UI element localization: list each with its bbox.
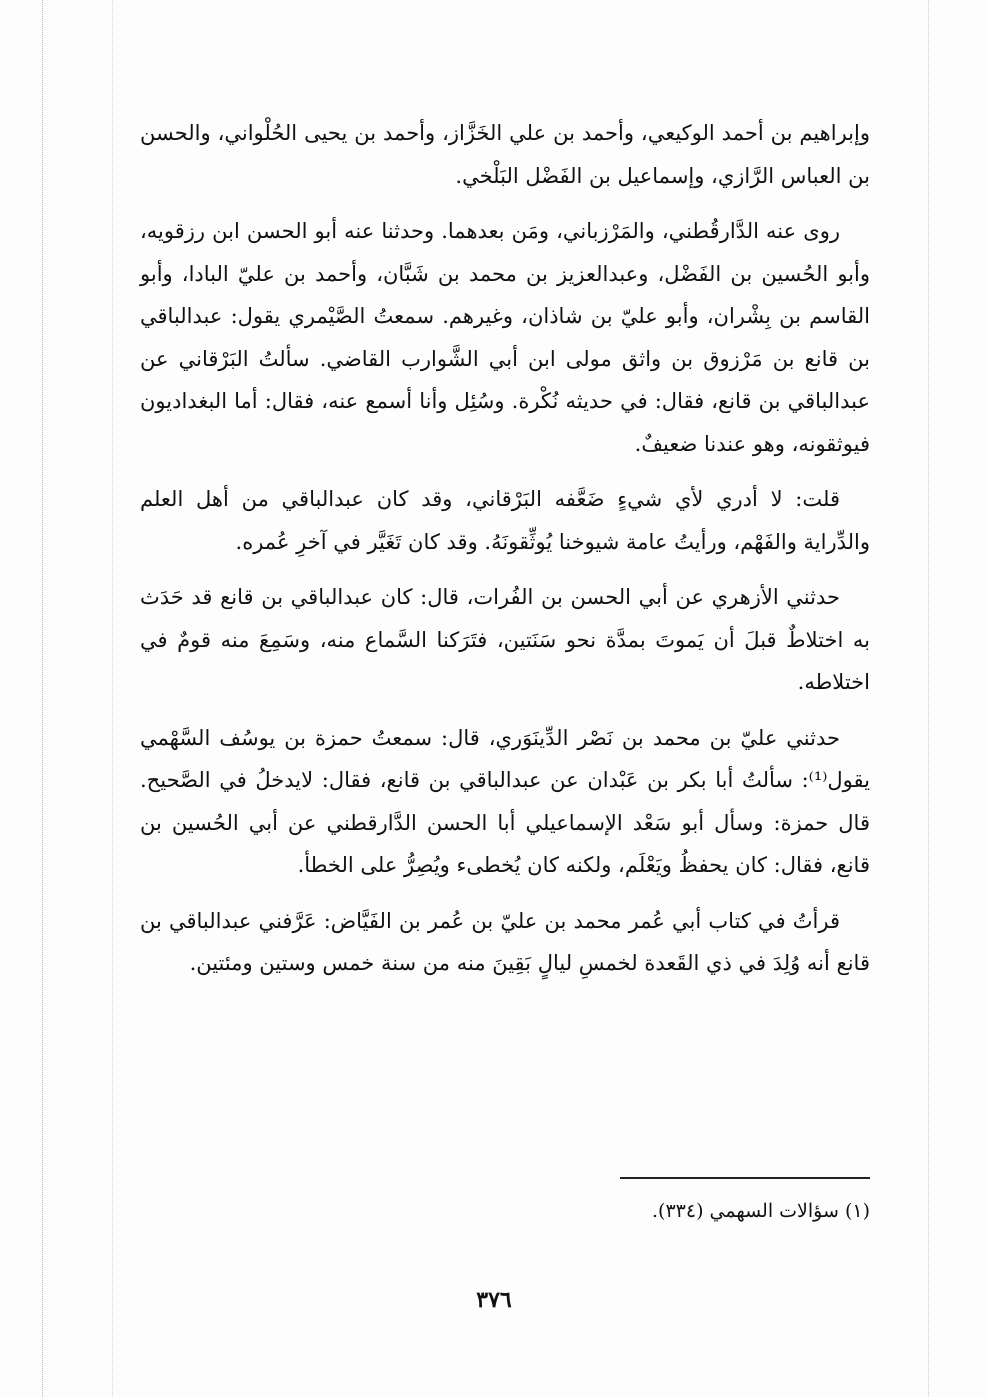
paragraph: وإبراهيم بن أحمد الوكيعي، وأحمد بن علي الخَزَّاز، وأحمد بن يحيى الحُلْواني، والحسن بن العباس الرَّازي، وإسماعيل بن الفَضْل البَلْخي. xyxy=(140,121,870,188)
scan-margin-line xyxy=(42,0,43,1397)
scan-margin-line xyxy=(112,0,113,1397)
paragraph: حدثني عليّ بن محمد بن نَصْر الدِّينَوَري، قال: سمعتُ حمزة بن يوسُف السَّهْمي يقول⁽¹⁾: سألتُ أبا بكر بن عَبْدان عن عبدالباقي بن قانع، فقال: لايدخلُ في الصَّحيح. قال حمزة: وسأل أبو سَعْد الإسماعيلي أبا الحسن الدَّارقطني عن أبي الحُسين بن قانع، فقال: كان يحفظُ ويَعْلَم، ولكنه كان يُخطىء ويُصِرُّ على الخطأ. xyxy=(140,725,870,877)
paragraph: روى عنه الدَّارقُطني، والمَرْزباني، ومَن بعدهما. وحدثنا عنه أبو الحسن ابن رزقويه، وأبو الحُسين بن الفَضْل، وعبدالعزيز بن محمد بن شَبَّان، وأحمد بن عليّ البادا، وأبو القاسم بن بِشْران، وأبو عليّ بن شاذان، وغيرهم. سمعتُ الصَّيْمري يقول: عبدالباقي بن قانع بن مَرْزوق بن واثق مولى ابن أبي الشَّوارب القاضي. سألتُ البَرْقاني عن عبدالباقي بن قانع، فقال: في حديثه نُكْرة. وسُئِل وأنا أسمع عنه، فقال: أما البغداديون فيوثقونه، وهو عندنا ضعيفٌ. xyxy=(140,219,870,456)
paragraph: قلت: لا أدري لأي شيءٍ ضَعَّفه البَرْقاني، وقد كان عبدالباقي من أهل العلم والدِّراية والفَهْم، ورأيتُ عامة شيوخنا يُوثِّقونَهُ. وقد كان تَغَيَّر في آخرِ عُمره. xyxy=(140,487,870,554)
paragraph: حدثني الأزهري عن أبي الحسن بن الفُرات، قال: كان عبدالباقي بن قانع قد حَدَث به اختلاطٌ قبلَ أن يَموتَ بمدَّة نحو سَنَتين، فتَرَكنا السَّماع منه، وسَمِعَ منه قومٌ في اختلاطه. xyxy=(140,585,870,694)
page-number: ٣٧٦ xyxy=(476,1287,512,1313)
footnote: (١) سؤالات السهمي (٣٣٤). xyxy=(652,1200,870,1222)
paragraph: قرأتُ في كتاب أبي عُمر محمد بن عليّ بن عُمر بن الفَيَّاض: عَرَّفني عبدالباقي بن قانع أنه وُلِدَ في ذي القَعدة لخمسِ ليالٍ بَقِينَ منه من سنة خمس وستين ومئتين. xyxy=(140,908,870,975)
main-text xyxy=(140,112,870,998)
footnote-separator xyxy=(620,1177,870,1179)
scan-margin-line xyxy=(928,0,929,1397)
